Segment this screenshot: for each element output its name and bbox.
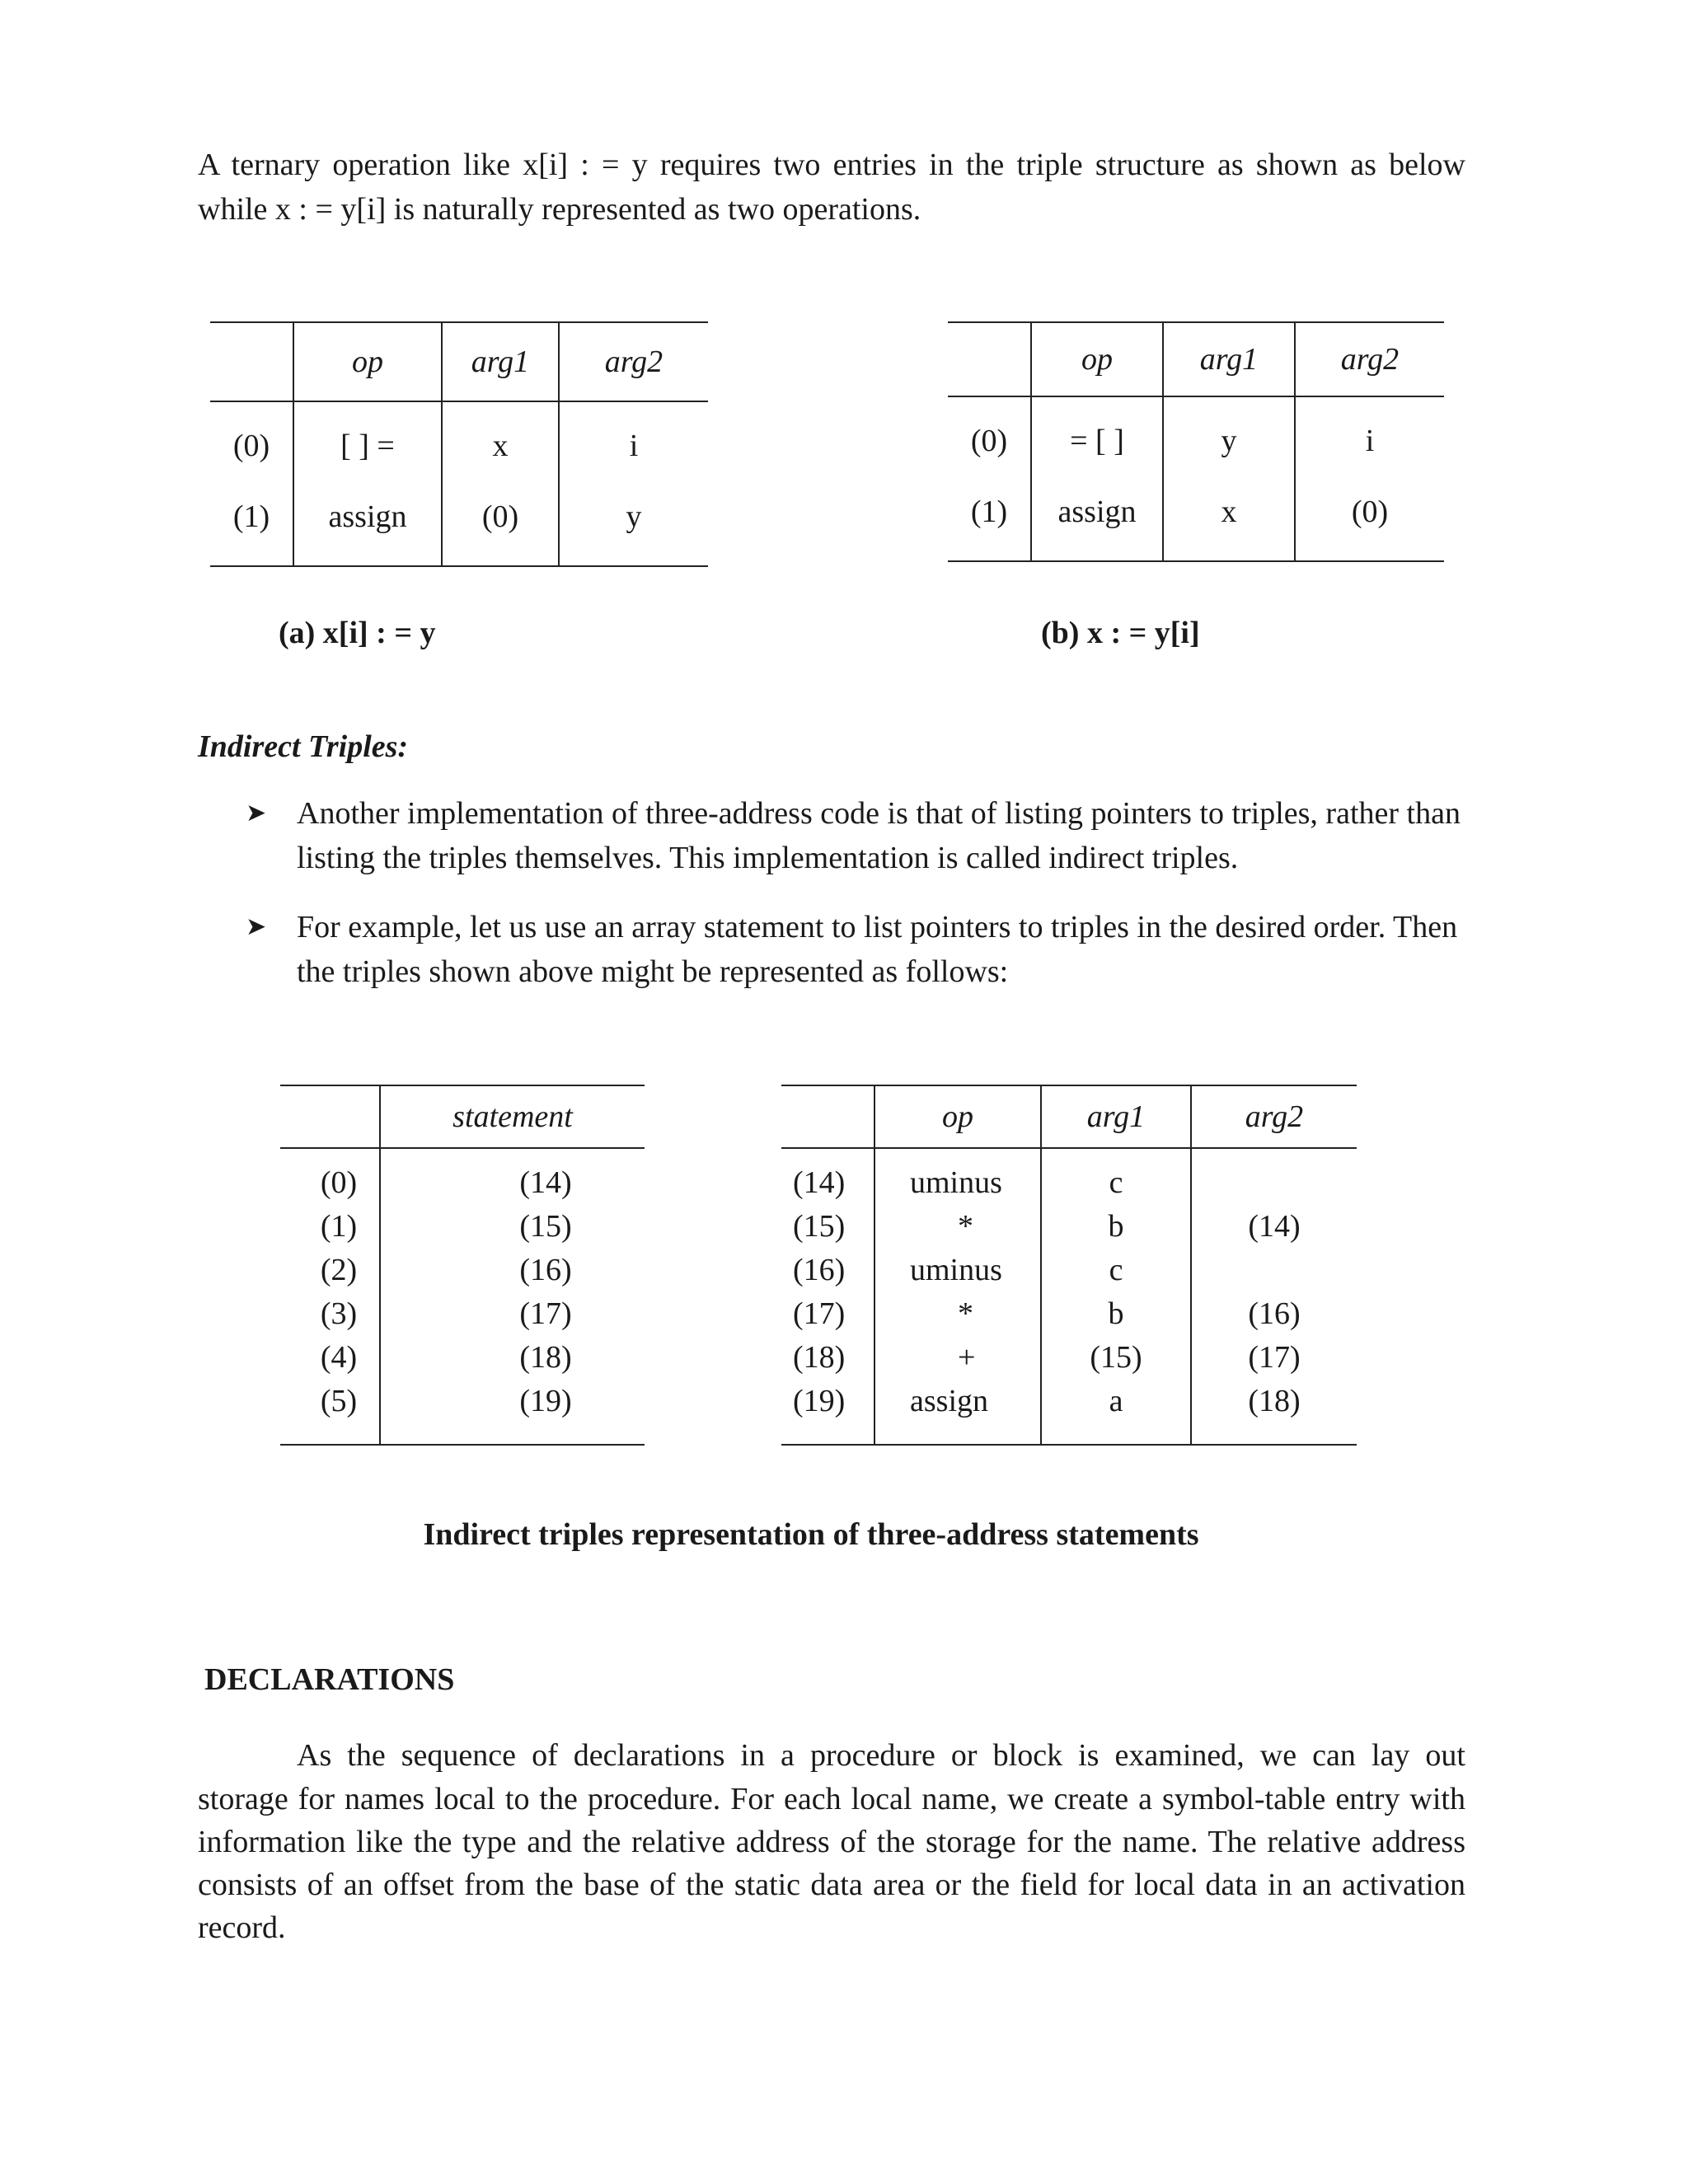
table-row: (0) = [ ] y i <box>948 396 1444 476</box>
triples-table-a <box>210 321 708 567</box>
declarations-first-line: As the sequence of declarations in a procedure or block is examined, we can lay out <box>297 1738 1465 1773</box>
table-header-row <box>280 1085 645 1148</box>
table-row: (0) (14) <box>280 1148 645 1204</box>
table-row: (1) assign (0) y <box>210 481 708 566</box>
declarations-heading: DECLARATIONS <box>204 1662 455 1697</box>
list-item: ➤ Another implementation of three-address code is that of listing pointers to triples, rather than listing the triples themselves. This implementation is called indirect triples. <box>237 791 1465 880</box>
intro-line-2: while x : = y[i] is naturally represented as two operations. <box>198 192 921 227</box>
table-row: (16) uminus c <box>781 1248 1357 1291</box>
table-row: (17) * b (16) <box>781 1291 1357 1335</box>
header-arg1: arg1 <box>1041 1085 1191 1148</box>
caption-b: (b) x : = y[i] <box>1041 616 1200 650</box>
triples-table-b <box>948 321 1444 562</box>
table-row: (4) (18) <box>280 1335 645 1379</box>
header-arg2: arg2 <box>559 322 708 401</box>
header-op: op <box>1031 322 1163 396</box>
table-row: (3) (17) <box>280 1291 645 1335</box>
arrow-bullet-icon: ➤ <box>246 912 267 941</box>
table-row: (0) [ ] = x i <box>210 401 708 481</box>
caption-a: (a) x[i] : = y <box>279 616 436 650</box>
intro-line-1: A ternary operation like x[i] : = y requires two entries in the triple structure as shown as below <box>198 148 1465 182</box>
statement-table <box>280 1085 645 1446</box>
header-arg2: arg2 <box>1295 322 1444 396</box>
header-arg1: arg1 <box>442 322 559 401</box>
indirect-triples-table <box>781 1085 1357 1446</box>
table-header-row <box>210 322 708 401</box>
header-op: op <box>293 322 442 401</box>
table-row: (15) * b (14) <box>781 1204 1357 1248</box>
indirect-triples-heading: Indirect Triples: <box>198 729 409 764</box>
figure-caption: Indirect triples representation of three-address statements <box>423 1517 1199 1552</box>
table-row: (5) (19) <box>280 1379 645 1445</box>
table-header-row <box>948 322 1444 396</box>
header-arg2: arg2 <box>1191 1085 1357 1148</box>
arrow-bullet-icon: ➤ <box>246 799 267 827</box>
table-row: (19) assign a (18) <box>781 1379 1357 1445</box>
table-row: (1) (15) <box>280 1204 645 1248</box>
header-op: op <box>874 1085 1041 1148</box>
table-row: (2) (16) <box>280 1248 645 1291</box>
table-row: (18) + (15) (17) <box>781 1335 1357 1379</box>
header-arg1: arg1 <box>1163 322 1295 396</box>
header-statement: statement <box>380 1085 645 1148</box>
indirect-bullets <box>237 791 1465 1019</box>
declarations-body: storage for names local to the procedure. For each local name, we create a symbol-table entry with information like the type and the relative address of the storage for the name. The relative address consists of an offset from the base of the static data area or the field for local data in an activation record. <box>198 1782 1465 1945</box>
table-header-row <box>781 1085 1357 1148</box>
table-row: (1) assign x (0) <box>948 476 1444 561</box>
table-row: (14) uminus c <box>781 1148 1357 1204</box>
list-item: ➤ For example, let us use an array statement to list pointers to triples in the desired order. Then the triples shown above might be represented as follows: <box>237 905 1465 994</box>
